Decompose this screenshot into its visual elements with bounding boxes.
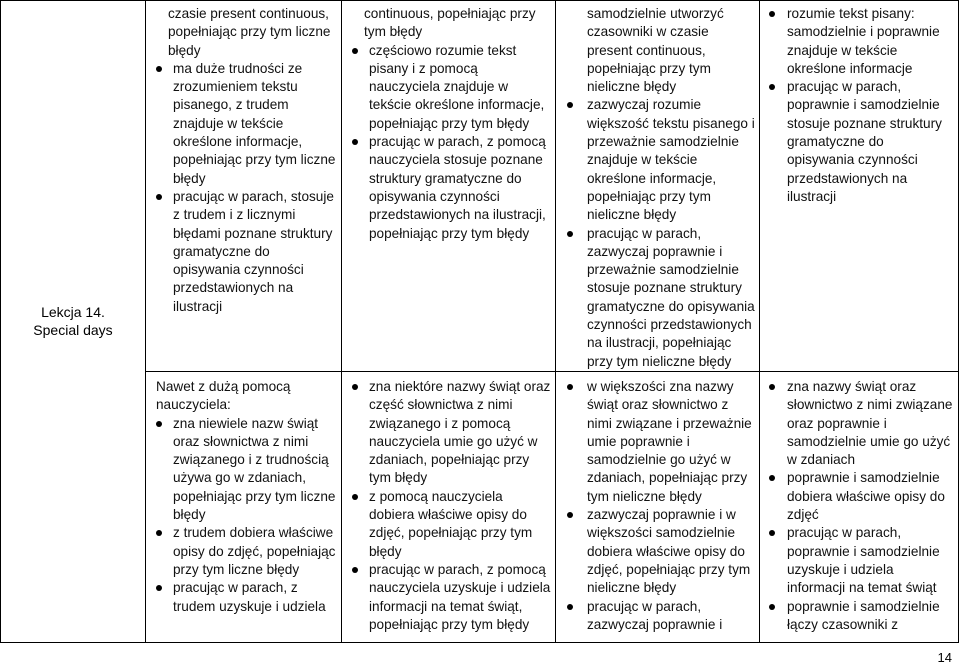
lesson-cell [1, 1, 146, 643]
criteria-list [760, 5, 958, 206]
grade-cell [342, 371, 556, 642]
list-item: pracując w parach, z pomocą nauczyciela uzyskuje i udziela informacji na temat świąt, popełniając przy tym błędy [342, 561, 555, 634]
list-item: częściowo rozumie tekst pisany i z pomocą nauczyciela znajduje w tekście określone informacje, popełniając przy tym błędy [342, 42, 555, 133]
list-item: zna niewiele nazw świąt oraz słownictwa z nimi związanego i z trudnością używa go w zdaniach, popełniając przy tym liczne błędy [146, 415, 341, 525]
list-item: pracując w parach, poprawnie i samodzielnie stosuje poznane struktury gramatyczne do opisywania czynności przedstawionych na ilustracji [760, 78, 958, 206]
criteria-list [556, 378, 759, 634]
criteria-list [556, 96, 759, 370]
grade-cell [760, 1, 959, 372]
list-item: zazwyczaj poprawnie i w większości samodzielnie dobiera właściwe opisy do zdjęć, popełniając przy tym nieliczne błędy [556, 506, 759, 597]
lesson-number: Lekcja 14. [41, 304, 105, 321]
cell-heading: Nawet z dużą pomocą nauczyciela: [156, 378, 291, 413]
list-item: pracując w parach, zazwyczaj poprawnie i przeważnie samodzielnie stosuje poznane struktury gramatyczne do opisywania czynności przedstawionych na ilustracji, popełniając przy tym nieliczne błędy [556, 225, 759, 371]
list-item: rozumie tekst pisany: samodzielnie i poprawnie znajduje w tekście określone informacje [760, 5, 958, 78]
list-item: pracując w parach, stosuje z trudem i z licznymi błędami poznane struktury gramatyczne do opisywania czynności przedstawionych na ilustracji [146, 188, 341, 316]
criteria-list [760, 378, 958, 634]
grade-cell [146, 1, 342, 372]
criteria-list [146, 60, 341, 316]
list-item: w większości zna nazwy świąt oraz słownictwo z nimi związane i przeważnie umie poprawnie i samodzielnie go użyć w zdaniach, popełniając przy tym nieliczne błędy [556, 378, 759, 506]
grade-cell [760, 371, 959, 642]
list-item: pracując w parach, z pomocą nauczyciela stosuje poznane struktury gramatyczne do opisywania czynności przedstawionych na ilustracji, popełniając przy tym błędy [342, 133, 555, 243]
list-item: zna niektóre nazwy świąt oraz część słownictwa z nimi związanego i z pomocą nauczyciela umie go użyć w zdaniach, popełniając przy tym błędy [342, 378, 555, 488]
list-item: ma duże trudności ze zrozumieniem tekstu pisanego, z trudem znajduje w tekście określone informacje, popełniając przy tym liczne błędy [146, 60, 341, 188]
list-item: z pomocą nauczyciela dobiera właściwe opisy do zdjęć, popełniając przy tym błędy [342, 488, 555, 561]
list-item: pracując w parach, zazwyczaj poprawnie i [556, 598, 759, 635]
criteria-list [146, 415, 341, 616]
grade-cell [556, 1, 760, 372]
table-row [1, 1, 959, 372]
list-item: pracując w parach, poprawnie i samodzielnie uzyskuje i udziela informacji na temat świąt [760, 524, 958, 597]
list-item: pracując w parach, z trudem uzyskuje i udziela [146, 579, 341, 616]
continuation-text: czasie present continuous, popełniając przy tym liczne błędy [168, 6, 331, 58]
criteria-list [342, 42, 555, 243]
grade-cell [556, 371, 760, 642]
grade-cell [146, 371, 342, 642]
list-item: poprawnie i samodzielnie łączy czasowniki z [760, 598, 958, 635]
list-item: zazwyczaj rozumie większość tekstu pisanego i przeważnie samodzielnie znajduje w tekście określone informacje, popełniając przy tym nieliczne błędy [556, 96, 759, 224]
criteria-list [342, 378, 555, 634]
lesson-title: Special days [33, 322, 113, 339]
list-item: poprawnie i samodzielnie dobiera właściwe opisy do zdjęć [760, 469, 958, 524]
grade-cell [342, 1, 556, 372]
continuation-text: continuous, popełniając przy tym błędy [364, 6, 536, 40]
page-number: 14 [937, 650, 952, 665]
continuation-text: samodzielnie utworzyć czasowniki w czasie present continuous, popełniając przy tym nieliczne błędy [587, 6, 724, 95]
list-item: zna nazwy świąt oraz słownictwo z nimi związane oraz poprawnie i samodzielnie umie go użyć w zdaniach [760, 378, 958, 469]
list-item: z trudem dobiera właściwe opisy do zdjęć, popełniając przy tym liczne błędy [146, 524, 341, 579]
